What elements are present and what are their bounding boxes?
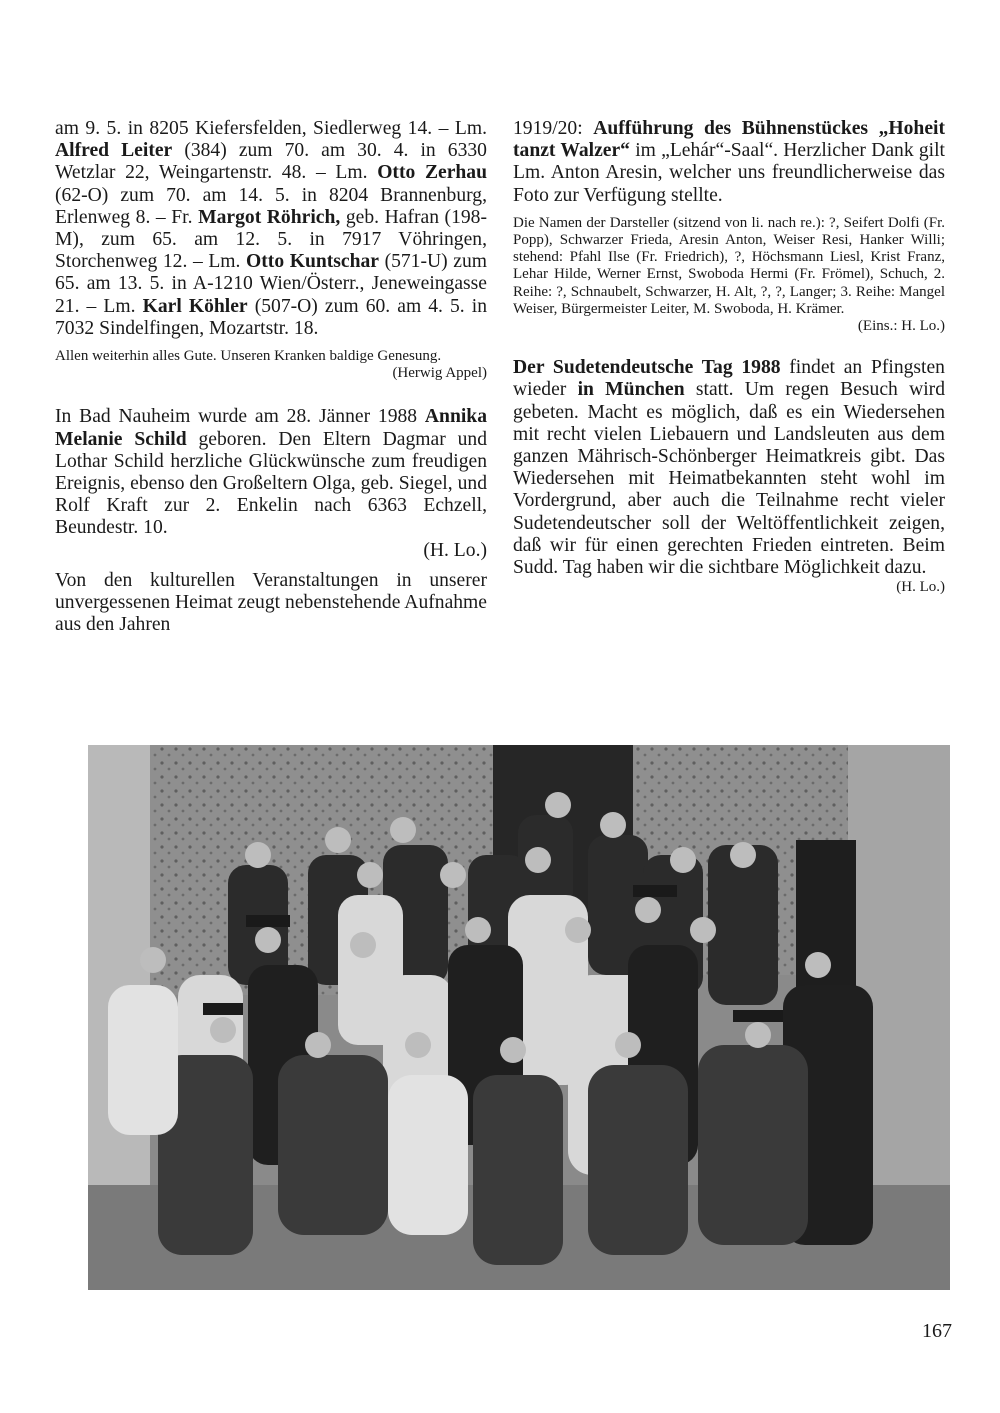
performance-paragraph: 1919/20: Aufführung des Bühnenstückes „Hoheit tanzt Walzer“ im „Lehár“-Saal“. Herzlicher Dank gilt Lm. Anton Aresin, welcher uns freundlicherweise das Foto zur Verfügung stellte.	[513, 118, 945, 206]
caption-credit: (Eins.: H. Lo.)	[857, 318, 945, 335]
event-title: Der Sudetendeutsche Tag 1988	[513, 357, 781, 379]
name-alfred-leiter: Alfred Leiter	[55, 140, 173, 162]
left-column	[55, 118, 487, 636]
event-credit: (H. Lo.)	[896, 579, 945, 596]
birth-credit: (H. Lo.)	[423, 539, 487, 561]
event-location: in München	[577, 379, 685, 401]
wishes-note: Allen weiterhin alles Gute. Unseren Kranken baldige Genesung.	[55, 348, 442, 365]
right-column	[513, 118, 945, 596]
group-photo	[88, 745, 950, 1290]
name-otto-kuntschar: Otto Kuntschar	[246, 251, 379, 273]
name-annika-schild: Annika Melanie Schild	[55, 406, 487, 450]
play-title: Aufführung des Bühnenstückes „Hoheit tanzt Walzer“	[513, 118, 945, 162]
wishes-credit: (Herwig Appel)	[392, 365, 487, 382]
name-karl-koehler: Karl Köhler	[142, 295, 248, 317]
birth-announcement: In Bad Nauheim wurde am 28. Jänner 1988 Annika Melanie Schild geboren. Den Eltern Dagmar und Lothar Schild herzliche Glückwünsche zum freudigen Ereignis, ebenso den Großeltern Olga, geb. Siegel, und Rolf Kraft zur 2. Enkelin nach 6363 Echzell, Beundestr. 10.	[55, 406, 487, 539]
photo-caption: Die Namen der Darsteller (sitzend von li. nach re.): ?, Seifert Dolfi (Fr. Popp), Schwarzer Frieda, Aresin Anton, Weiser Resi, Hanker Willi; stehend: Pfahl Ilse (Fr. Friedrich), ?, Höchsmann Liesl, Krist Franz, Lehar Hilde, Werner Ernst, Swoboda Hermi (Fr. Frömel), Schuch, 2. Reihe: ?, Schnaubelt, Schwarzer, H. Alt, ?, ?, Langer; 3. Reihe: Mangel Weiser, Bürgermeister Leiter, M. Swoboda, H. Krämer.	[513, 214, 945, 317]
sudetendeutscher-tag-paragraph: Der Sudetendeutsche Tag 1988 findet an Pfingsten wieder in München statt. Um regen Besuch wird gebeten. Macht es möglich, daß es ein Wiedersehen mit recht vielen Liebauern und Landsleuten aus dem ganzen Mährisch-Schönberger Heimatkreis gibt. Das Wiedersehen mit Heimatbekannten steht wohl im Vordergrund, aber auch die Teilnahme recht vieler Sudetendeutscher soll der Weltöffentlichkeit zeigen, daß wir für einen gerechten Frieden eintreten. Beim Sudd. Tag haben wir die sichtbare Möglichkeit dazu.	[513, 357, 945, 579]
group-photo-illustration	[88, 745, 950, 1290]
name-otto-zerhau: Otto Zerhau	[377, 162, 487, 184]
culture-paragraph: Von den kulturellen Veranstaltungen in unserer unvergessenen Heimat zeugt nebenstehende Aufnahme aus den Jahren	[55, 569, 487, 636]
name-margot-roehrich: Margot Röhrich,	[198, 206, 341, 228]
page-number: 167	[922, 1320, 952, 1342]
birthday-list: am 9. 5. in 8205 Kiefersfelden, Siedlerweg 14. – Lm. Alfred Leiter (384) zum 70. am 30. 4. in 6330 Wetzlar 22, Weingartenstr. 48. – Lm. Otto Zerhau (62-O) zum 70. am 14. 5. in 8204 Brannenburg, Erlenweg 8. – Fr. Margot Röhrich, geb. Hafran (198-M), zum 65. am 12. 5. in 7917 Vöhringen, Storchenweg 12. – Lm. Otto Kuntschar (571-U) zum 65. am 13. 5. in A-1210 Wien/Österr., Jeneweingasse 21. – Lm. Karl Köhler (507-O) zum 60. am 4. 5. in 7032 Sindelfingen, Mozartstr. 18.	[55, 118, 488, 339]
